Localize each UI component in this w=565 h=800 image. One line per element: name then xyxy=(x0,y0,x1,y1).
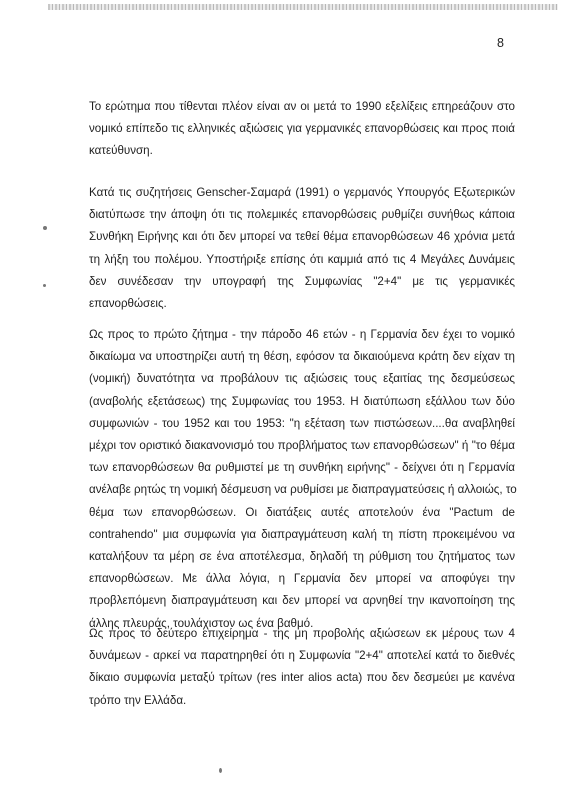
text-line: συμφωνιών - του 1952 και του 1953: "η εξέταση των πιστώσεων....θα αναβληθεί xyxy=(89,416,515,430)
text-line: κατεύθυνση. xyxy=(89,144,153,158)
text-line: τρόπο την Ελλάδα. xyxy=(89,693,187,707)
scan-speck xyxy=(219,768,222,773)
text-line: Ως προς το πρώτο ζήτημα - την πάροδο 46 ετών - η Γερμανία δεν έχει το νομικό xyxy=(89,328,515,341)
paragraph-3 xyxy=(89,324,515,635)
text-line: επανορθώσεις. xyxy=(89,297,167,311)
text-line: προβλεπόμενη διαπραγμάτευση και δεν μπορεί να αρνηθεί την ικανοποίηση της xyxy=(89,594,515,608)
page-number: 8 xyxy=(497,36,504,50)
text-line: (νομική) δυνατότητα να προβάλουν τις αξιώσεις τους εξαιτίας της δεσμεύσεως xyxy=(89,372,515,386)
text-line: (αναβολής εξετάσεως) της Συμφωνίας του 1953. Η διατύπωση εξάλλου των δύο xyxy=(89,394,515,408)
text-line: διατύπωσε την άποψη ότι τις πολεμικές επανορθώσεις ρυθμίζει συνήθως κάποια xyxy=(89,208,515,222)
text-line: Το ερώτημα που τίθενται πλέον είναι αν οι μετά το 1990 εξελίξεις επηρεάζουν στο xyxy=(89,100,515,113)
text-line: μέχρι τον οριστικό διακανονισμό του προβλήματος των επανορθώσεων" ή "το θέμα xyxy=(89,439,515,453)
paragraph-2 xyxy=(89,182,515,315)
text-line: δυνάμεων - αρκεί να παρατηρηθεί ότι η Συμφωνία "2+4" αποτελεί κατά το διεθνές xyxy=(89,649,515,663)
text-line: Κατά τις συζητήσεις Genscher-Σαμαρά (1991) ο γερμανός Υπουργός Εξωτερικών xyxy=(89,186,515,199)
text-line: Συνθήκη Ειρήνης και ότι δεν μπορεί να τεθεί θέμα επανορθώσεων 46 χρόνια μετά xyxy=(89,230,515,244)
paragraph-1 xyxy=(89,96,515,163)
scan-speck xyxy=(43,284,46,287)
text-line: δεν συνέδεσαν την υπογραφή της Συμφωνίας "2+4" με τις γερμανικές xyxy=(89,274,515,288)
text-line: δικαίωμα να υποστηρίζει αυτή τη θέση, εφόσον τα δικαιούμενα κράτη δεν είχαν τη xyxy=(89,350,515,364)
text-line: τη λήξη του πολέμου. Υποστήριξε επίσης ότι καμμιά από τις 4 Μεγάλες Δυνάμεις xyxy=(89,252,515,266)
text-line: ανέλαβε ρητώς τη νομική δέσμευση να ρυθμίσει με διαπραγματεύσεις ή αλλοιώς, το xyxy=(89,483,517,497)
text-line: άλλης πλευράς, τουλάχιστον ως ένα βαθμό. xyxy=(89,616,314,630)
text-line: των επανορθώσεων θα ρυθμιστεί με τη συνθήκη ειρήνης" - δείχνει ότι η Γερμανία xyxy=(89,461,515,475)
paragraph-4 xyxy=(89,623,515,712)
text-line: καταλήξουν τα μέρη σε ένα αποτέλεσμα, δηλαδή τη ρύθμιση του ζητήματος των xyxy=(89,550,515,564)
scan-speck xyxy=(43,226,47,230)
scan-edge-artifact xyxy=(48,4,558,10)
text-line: νομικό επίπεδο τις ελληνικές αξιώσεις για γερμανικές επανορθώσεις και προς ποιά xyxy=(89,122,515,136)
text-line: δίκαιο συμφωνία μεταξύ τρίτων (res inter alios acta) που δεν δεσμεύει με κανένα xyxy=(89,671,515,685)
text-line: θέμα των επανορθώσεων. Οι διατάξεις αυτές αποτελούν ένα "Pactum de xyxy=(89,505,515,519)
text-line: contrahendo" μια συμφωνία για διαπραγμάτευση καλή τη πίστη προκειμένου να xyxy=(89,527,515,541)
text-line: Ως προς το δεύτερο επιχείρημα - της μη προβολής αξιώσεων εκ μέρους των 4 xyxy=(89,627,515,640)
text-line: επανορθώσεων. Με άλλα λόγια, η Γερμανία δεν μπορεί να αποφύγει την xyxy=(89,572,515,586)
